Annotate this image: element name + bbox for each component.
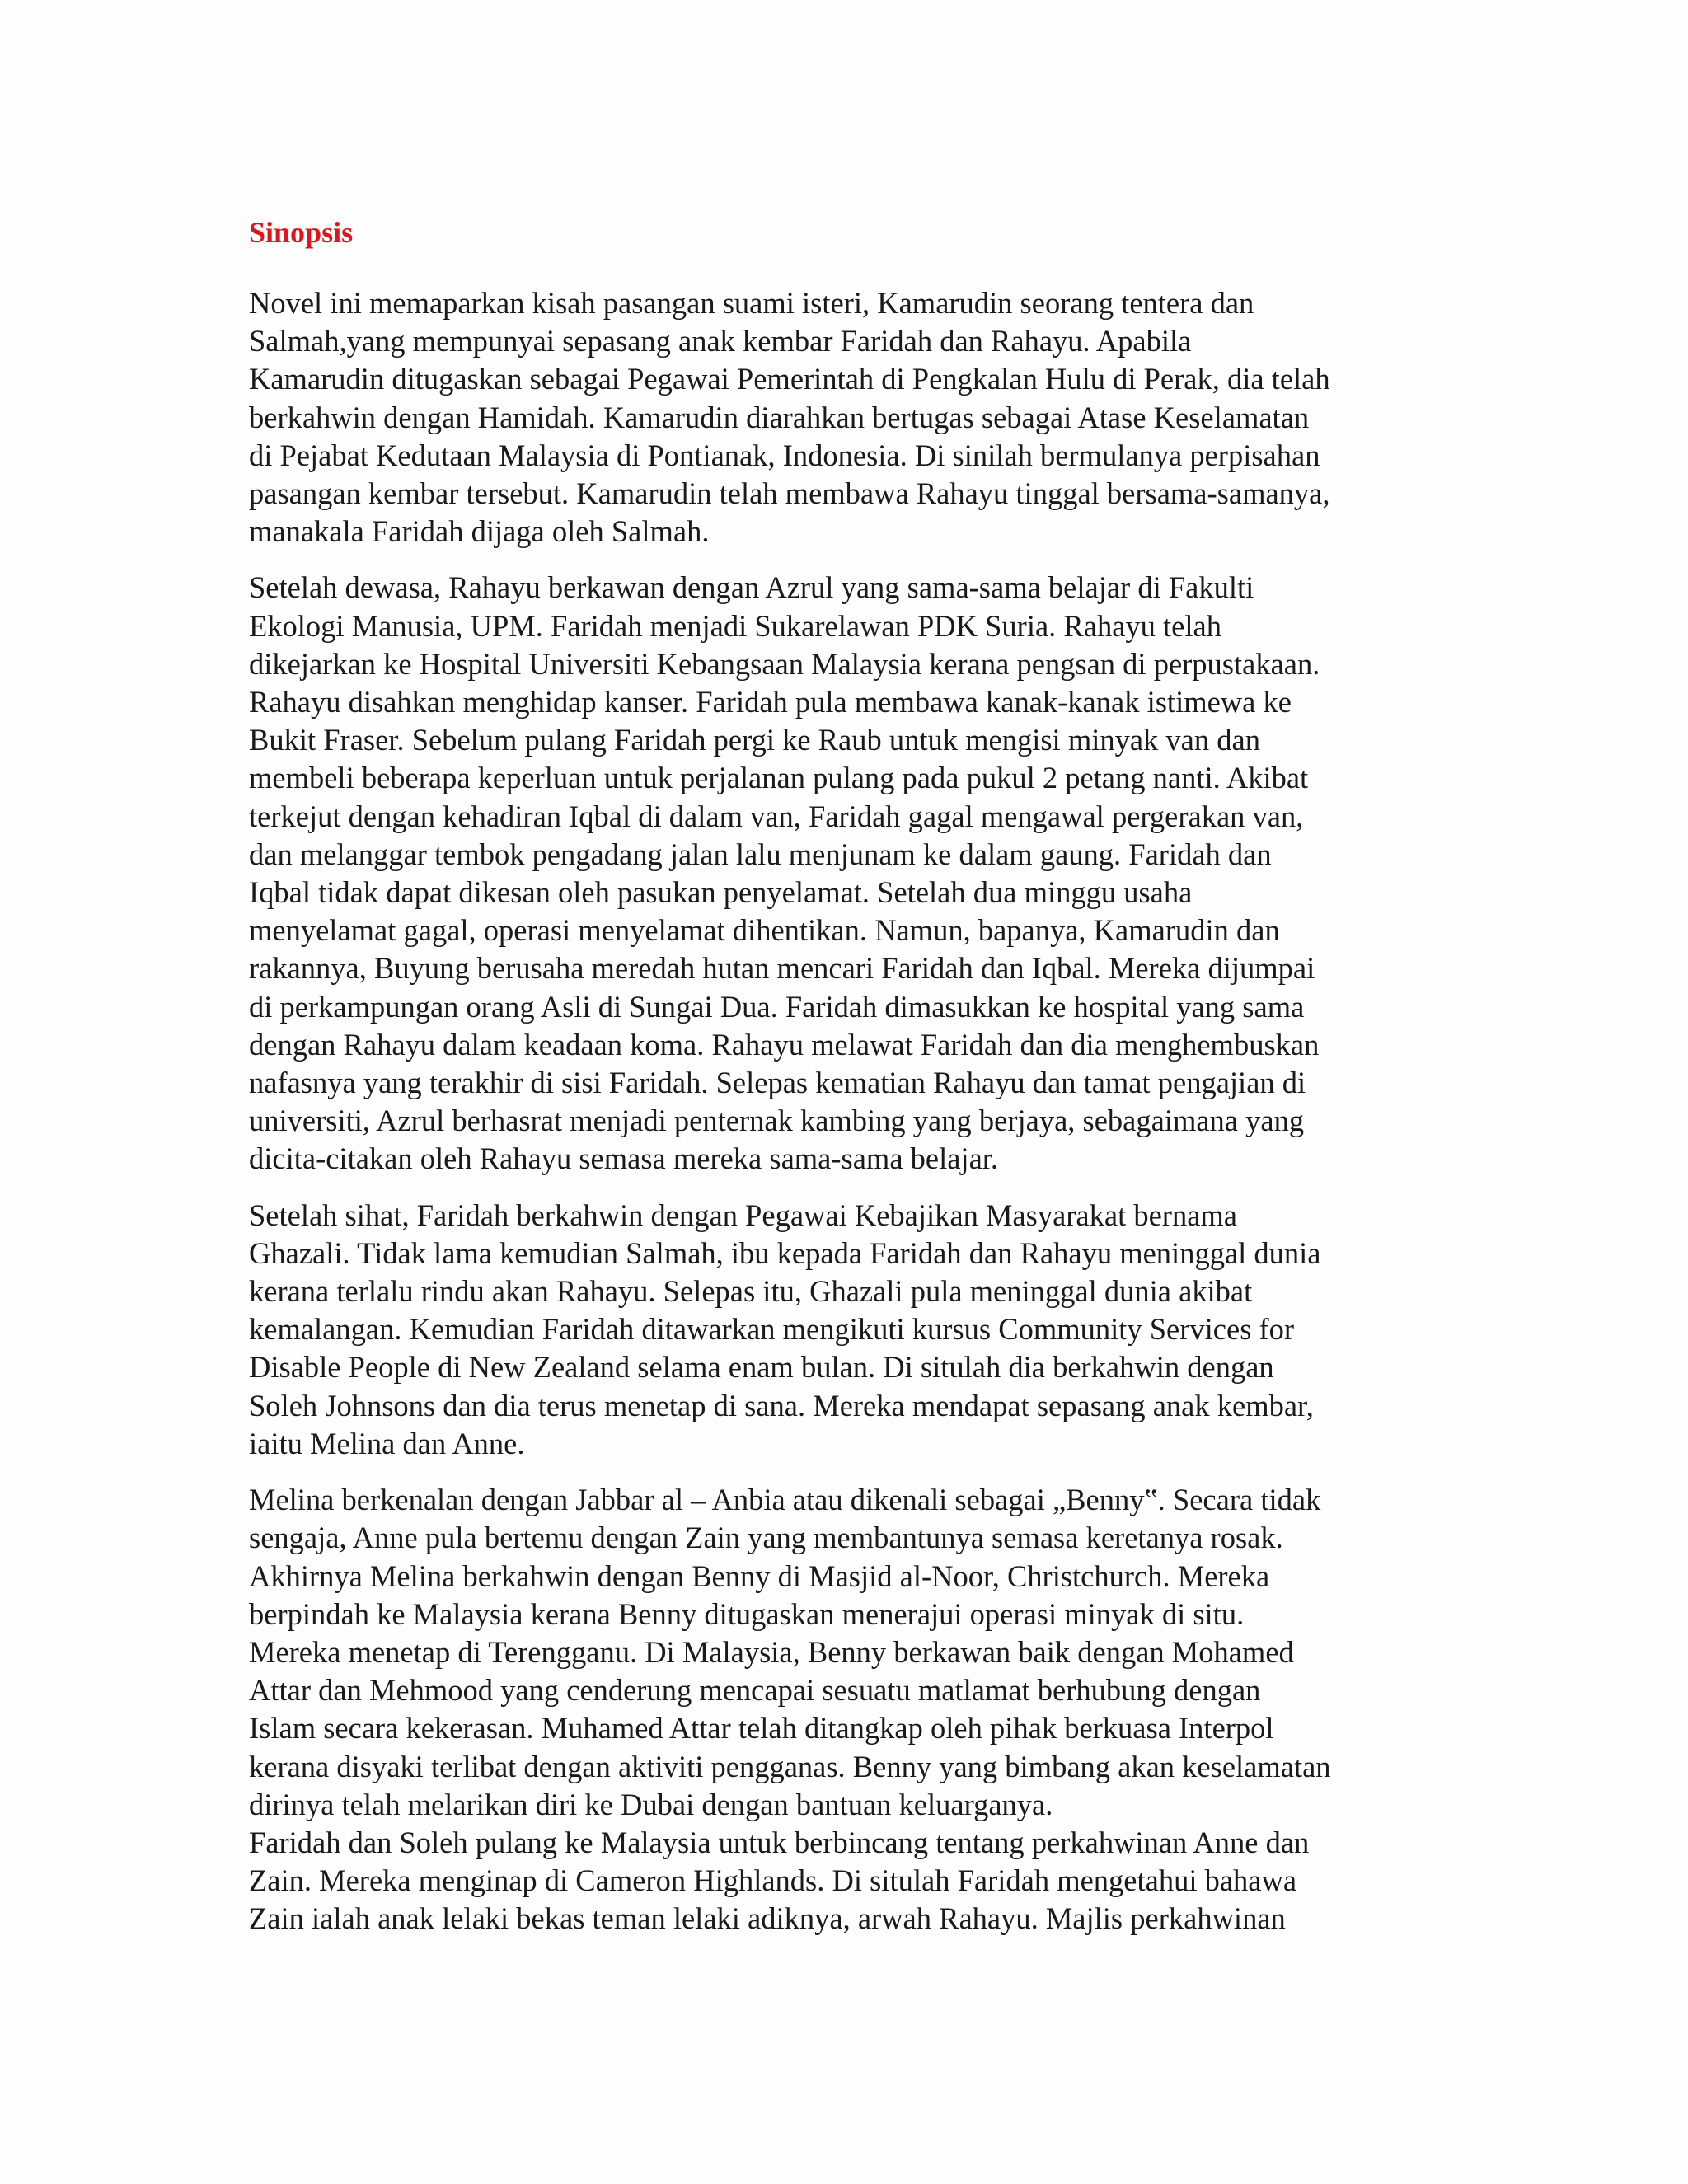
text-line: di perkampungan orang Asli di Sungai Dua. Faridah dimasukkan ke hospital yang sama	[249, 989, 1305, 1024]
text-line: kemalangan. Kemudian Faridah ditawarkan mengikuti kursus Community Services for	[249, 1312, 1295, 1347]
text-line: dicita-citakan oleh Rahayu semasa mereka sama-sama belajar.	[249, 1141, 999, 1176]
text-line: berpindah ke Malaysia kerana Benny ditugaskan menerajui operasi minyak di situ.	[249, 1596, 1245, 1631]
text-line: Ekologi Manusia, UPM. Faridah menjadi Sukarelawan PDK Suria. Rahayu telah	[249, 608, 1221, 643]
paragraph-1	[249, 284, 1452, 551]
text-line: Zain ialah anak lelaki bekas teman lelaki adiknya, arwah Rahayu. Majlis perkahwinan	[249, 1901, 1286, 1936]
paragraphs-container	[249, 284, 1452, 1938]
paragraph-2	[249, 569, 1452, 1178]
paragraph-3	[249, 1197, 1452, 1463]
text-line: Akhirnya Melina berkahwin dengan Benny di Masjid al-Noor, Christchurch. Mereka	[249, 1558, 1270, 1593]
text-line: Salmah,yang mempunyai sepasang anak kembar Faridah dan Rahayu. Apabila	[249, 324, 1192, 359]
text-line: dan melanggar tembok pengadang jalan lalu menjunam ke dalam gaung. Faridah dan	[249, 837, 1272, 871]
text-line: nafasnya yang terakhir di sisi Faridah. Selepas kematian Rahayu dan tamat pengajian di	[249, 1066, 1306, 1100]
text-line: membeli beberapa keperluan untuk perjalanan pulang pada pukul 2 petang nanti. Akibat	[249, 761, 1309, 795]
text-line: dengan Rahayu dalam keadaan koma. Rahayu melawat Faridah dan dia menghembuskan	[249, 1027, 1320, 1062]
text-line: Bukit Fraser. Sebelum pulang Faridah pergi ke Raub untuk mengisi minyak van dan	[249, 723, 1260, 757]
text-line: Iqbal tidak dapat dikesan oleh pasukan penyelamat. Setelah dua minggu usaha	[249, 875, 1193, 910]
text-line: terkejut dengan kehadiran Iqbal di dalam van, Faridah gagal mengawal pergerakan van,	[249, 799, 1304, 833]
text-line: Rahayu disahkan menghidap kanser. Faridah pula membawa kanak-kanak istimewa ke	[249, 685, 1292, 719]
text-line: Kamarudin ditugaskan sebagai Pegawai Pemerintah di Pengkalan Hulu di Perak, dia telah	[249, 362, 1330, 396]
paragraph-4	[249, 1481, 1452, 1938]
text-line: Setelah dewasa, Rahayu berkawan dengan Azrul yang sama-sama belajar di Fakulti	[249, 570, 1254, 605]
text-line: Disable People di New Zealand selama enam bulan. Di situlah dia berkahwin dengan	[249, 1350, 1274, 1385]
text-line: Zain. Mereka menginap di Cameron Highlands. Di situlah Faridah mengetahui bahawa	[249, 1863, 1297, 1898]
text-line: di Pejabat Kedutaan Malaysia di Pontianak, Indonesia. Di sinilah bermulanya perpisahan	[249, 438, 1320, 472]
text-line: kerana disyaki terlibat dengan aktiviti pengganas. Benny yang bimbang akan keselamatan	[249, 1749, 1331, 1783]
text-line: Mereka menetap di Terengganu. Di Malaysia, Benny berkawan baik dengan Mohamed	[249, 1634, 1294, 1669]
text-line: manakala Faridah dijaga oleh Salmah.	[249, 514, 710, 549]
text-line: Ghazali. Tidak lama kemudian Salmah, ibu kepada Faridah dan Rahayu meninggal dunia	[249, 1235, 1321, 1270]
text-line: Islam secara kekerasan. Muhamed Attar telah ditangkap oleh pihak berkuasa Interpol	[249, 1711, 1274, 1746]
text-line: rakannya, Buyung berusaha meredah hutan mencari Faridah dan Iqbal. Mereka dijumpai	[249, 951, 1315, 986]
page-title: Sinopsis	[249, 216, 354, 249]
text-line: Setelah sihat, Faridah berkahwin dengan Pegawai Kebajikan Masyarakat bernama	[249, 1197, 1237, 1232]
text-line: Attar dan Mehmood yang cenderung mencapai sesuatu matlamat berhubung dengan	[249, 1673, 1261, 1708]
text-line: sengaja, Anne pula bertemu dengan Zain yang membantunya semasa keretanya rosak.	[249, 1521, 1283, 1555]
text-line: pasangan kembar tersebut. Kamarudin telah membawa Rahayu tinggal bersama-samanya,	[249, 476, 1330, 511]
text-line: universiti, Azrul berhasrat menjadi penternak kambing yang berjaya, sebagaimana yang	[249, 1104, 1305, 1138]
text-line: menyelamat gagal, operasi menyelamat dihentikan. Namun, bapanya, Kamarudin dan	[249, 913, 1280, 948]
text-line: berkahwin dengan Hamidah. Kamarudin diarahkan bertugas sebagai Atase Keselamatan	[249, 400, 1310, 434]
text-line: dikejarkan ke Hospital Universiti Kebangsaan Malaysia kerana pengsan di perpustakaan.	[249, 646, 1320, 681]
text-line: kerana terlalu rindu akan Rahayu. Selepas itu, Ghazali pula meninggal dunia akibat	[249, 1274, 1253, 1309]
text-line: Novel ini memaparkan kisah pasangan suami isteri, Kamarudin seorang tentera dan	[249, 286, 1254, 320]
text-line: dirinya telah melarikan diri ke Dubai dengan bantuan keluarganya.	[249, 1787, 1053, 1821]
text-line: Soleh Johnsons dan dia terus menetap di sana. Mereka mendapat sepasang anak kembar,	[249, 1388, 1314, 1422]
text-line: Faridah dan Soleh pulang ke Malaysia untuk berbincang tentang perkahwinan Anne dan	[249, 1825, 1310, 1859]
document-content	[249, 210, 1452, 1938]
text-line: iaitu Melina dan Anne.	[249, 1426, 525, 1460]
text-line: Melina berkenalan dengan Jabbar al – Anbia atau dikenali sebagai „Benny‟. Secara tidak	[249, 1483, 1321, 1517]
